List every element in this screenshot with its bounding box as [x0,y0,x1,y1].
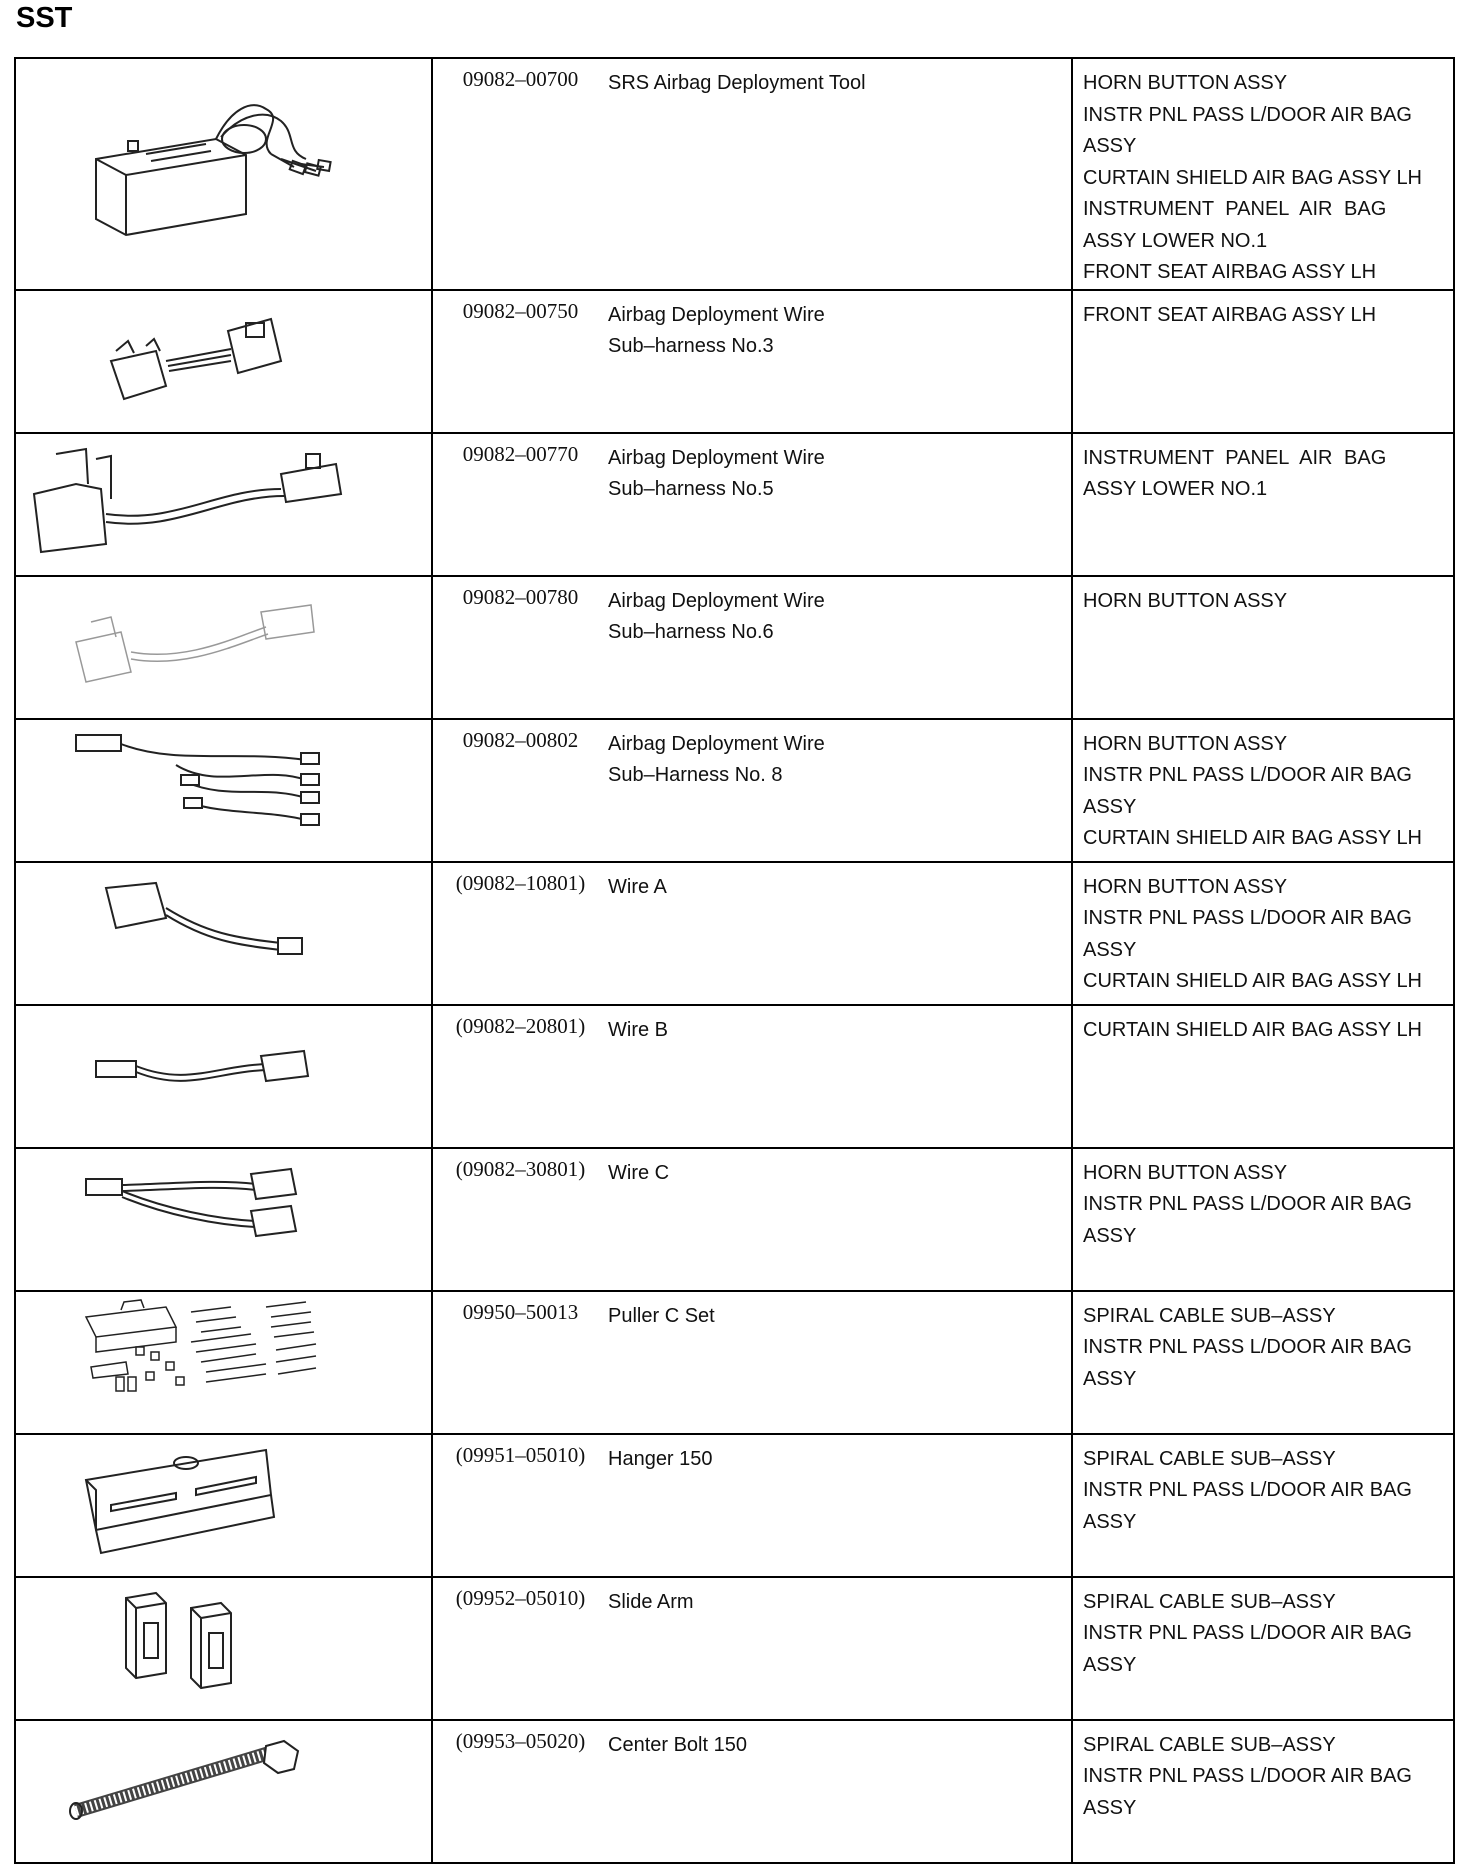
part-number-cell [432,1005,608,1148]
tool-name-cell [608,58,1072,290]
wire-harness-illustration [16,1149,431,1288]
part-number-cell [432,290,608,433]
part-number-cell [432,719,608,862]
tool-illustration-cell [15,1577,432,1720]
part-number-cell [432,1577,608,1720]
table-row [15,1434,1454,1577]
wire-harness-illustration [16,577,431,716]
part-number-cell [432,58,608,290]
usage-line: SPIRAL CABLE SUB–ASSY [1083,1447,1336,1470]
tool-name-line: Wire A [608,875,667,898]
table-row [15,58,1454,290]
deployment-tool-illustration [16,59,431,284]
center-bolt-illustration [16,1721,431,1860]
tool-illustration-cell [15,719,432,862]
table-row [15,1720,1454,1863]
part-number: 09950–50013 [462,1299,579,1324]
sst-table [14,57,1455,1864]
part-number-cell [432,1720,608,1863]
usage-cell [1072,433,1454,576]
usage-line: INSTR PNL PASS L/DOOR AIR BAG [1083,1622,1412,1644]
slide-arm-illustration [16,1578,431,1717]
part-number: (09082–30801) [455,1156,586,1181]
usage-line: CURTAIN SHIELD AIR BAG ASSY LH [1083,827,1423,849]
usage-line: INSTR PNL PASS L/DOOR AIR BAG [1083,1193,1412,1215]
part-number: (09082–20801) [455,1013,586,1038]
usage-line: ASSY [1083,1367,1137,1390]
usage-line: FRONT SEAT AIRBAG ASSY LH [1083,303,1377,326]
usage-cell [1072,862,1454,1005]
part-number-cell [432,1291,608,1434]
tool-name-line: Center Bolt 150 [608,1733,747,1756]
usage-line: HORN BUTTON ASSY [1083,1161,1288,1184]
usage-line: FRONT SEAT AIRBAG ASSY LH [1083,261,1377,283]
tool-illustration-cell [15,1005,432,1148]
tool-name-line: Airbag Deployment Wire [608,589,825,612]
usage-line: ASSY [1083,795,1137,818]
tool-illustration-cell [15,290,432,433]
usage-cell [1072,1148,1454,1291]
usage-line: ASSY [1083,1796,1137,1819]
usage-line: CURTAIN SHIELD AIR BAG ASSY LH [1083,166,1423,189]
usage-cell [1072,1005,1454,1148]
wire-harness-illustration [16,1006,431,1145]
usage-cell [1072,58,1454,290]
usage-cell [1072,576,1454,719]
usage-line: ASSY LOWER NO.1 [1083,478,1268,500]
tool-name-cell [608,290,1072,433]
usage-line: HORN BUTTON ASSY [1083,72,1288,94]
tool-name-line: Sub–harness No.6 [608,620,774,643]
wire-harness-illustration [16,434,431,573]
usage-cell [1072,290,1454,433]
usage-line: INSTR PNL PASS L/DOOR AIR BAG [1083,1479,1412,1501]
tool-name-cell [608,433,1072,576]
usage-line: HORN BUTTON ASSY [1083,875,1288,898]
usage-line: INSTR PNL PASS L/DOOR AIR BAG [1083,907,1412,929]
part-number: (09082–10801) [455,870,586,895]
tool-name-line: Airbag Deployment Wire [608,732,825,755]
usage-cell [1072,1434,1454,1577]
part-number: (09951–05010) [455,1442,586,1467]
part-number-cell [432,1148,608,1291]
usage-line: ASSY [1083,938,1137,961]
tool-illustration-cell [15,576,432,719]
table-row [15,1577,1454,1720]
usage-line: CURTAIN SHIELD AIR BAG ASSY LH [1083,970,1423,992]
tool-name-line: Wire B [608,1018,668,1041]
tool-illustration-cell [15,862,432,1005]
tool-illustration-cell [15,58,432,290]
usage-line: INSTRUMENT PANEL AIR BAG [1083,198,1387,220]
tool-name-cell [608,719,1072,862]
usage-line: CURTAIN SHIELD AIR BAG ASSY LH [1083,1018,1423,1041]
usage-cell [1072,1720,1454,1863]
table-row [15,862,1454,1005]
part-number: 09082–00750 [462,298,579,323]
usage-line: ASSY [1083,1510,1137,1533]
tool-name-line: Sub–harness No.5 [608,477,774,500]
usage-line: ASSY [1083,1653,1137,1676]
part-number: 09082–00780 [462,584,579,609]
part-number-cell [432,1434,608,1577]
usage-line: ASSY LOWER NO.1 [1083,229,1268,252]
tool-name-cell [608,1148,1072,1291]
wire-harness-illustration [16,863,431,1002]
table-row [15,290,1454,433]
usage-line: INSTRUMENT PANEL AIR BAG [1083,446,1387,469]
usage-line: SPIRAL CABLE SUB–ASSY [1083,1304,1336,1327]
table-row [15,1148,1454,1291]
table-row [15,576,1454,719]
part-number: (09952–05010) [455,1585,586,1610]
part-number-cell [432,862,608,1005]
usage-cell [1072,1291,1454,1434]
part-number: 09082–00802 [462,727,579,752]
tool-name-cell [608,1720,1072,1863]
tool-illustration-cell [15,1291,432,1434]
part-number: 09082–00770 [462,441,579,466]
table-row [15,433,1454,576]
tool-name-cell [608,1291,1072,1434]
tool-name-line: Sub–Harness No. 8 [608,763,783,786]
wire-harness-illustration [16,720,431,859]
usage-line: HORN BUTTON ASSY [1083,732,1288,755]
wire-harness-illustration [16,291,431,430]
usage-line: HORN BUTTON ASSY [1083,589,1288,612]
tool-name-cell [608,1434,1072,1577]
tool-name-line: Sub–harness No.3 [608,334,774,357]
page-title: SST [16,2,73,34]
usage-line: INSTR PNL PASS L/DOOR AIR BAG [1083,1336,1412,1358]
hanger-illustration [16,1435,431,1574]
tool-name-cell [608,1005,1072,1148]
tool-illustration-cell [15,1434,432,1577]
tool-illustration-cell [15,1148,432,1291]
tool-name-line: Slide Arm [608,1590,694,1613]
tool-name-cell [608,1577,1072,1720]
part-number: (09953–05020) [455,1728,586,1753]
tool-name-cell [608,576,1072,719]
usage-line: ASSY [1083,1224,1137,1247]
table-row [15,1291,1454,1434]
part-number: 09082–00700 [462,67,579,91]
usage-line: ASSY [1083,135,1137,157]
usage-line: SPIRAL CABLE SUB–ASSY [1083,1733,1336,1756]
tool-name-cell [608,862,1072,1005]
tool-illustration-cell [15,433,432,576]
table-row [15,1005,1454,1148]
usage-line: INSTR PNL PASS L/DOOR AIR BAG [1083,103,1412,126]
usage-line: INSTR PNL PASS L/DOOR AIR BAG [1083,764,1412,786]
usage-line: SPIRAL CABLE SUB–ASSY [1083,1590,1336,1613]
tool-name-line: Airbag Deployment Wire [608,303,825,326]
usage-cell [1072,719,1454,862]
tool-name-line: Puller C Set [608,1304,715,1327]
tool-illustration-cell [15,1720,432,1863]
part-number-cell [432,433,608,576]
tool-name-line: Hanger 150 [608,1447,713,1470]
usage-cell [1072,1577,1454,1720]
tool-name-line: SRS Airbag Deployment Tool [608,72,866,94]
tool-name-line: Airbag Deployment Wire [608,446,825,469]
table-row [15,719,1454,862]
puller-set-illustration [16,1292,431,1431]
part-number-cell [432,576,608,719]
tool-name-line: Wire C [608,1161,670,1184]
usage-line: INSTR PNL PASS L/DOOR AIR BAG [1083,1765,1412,1787]
